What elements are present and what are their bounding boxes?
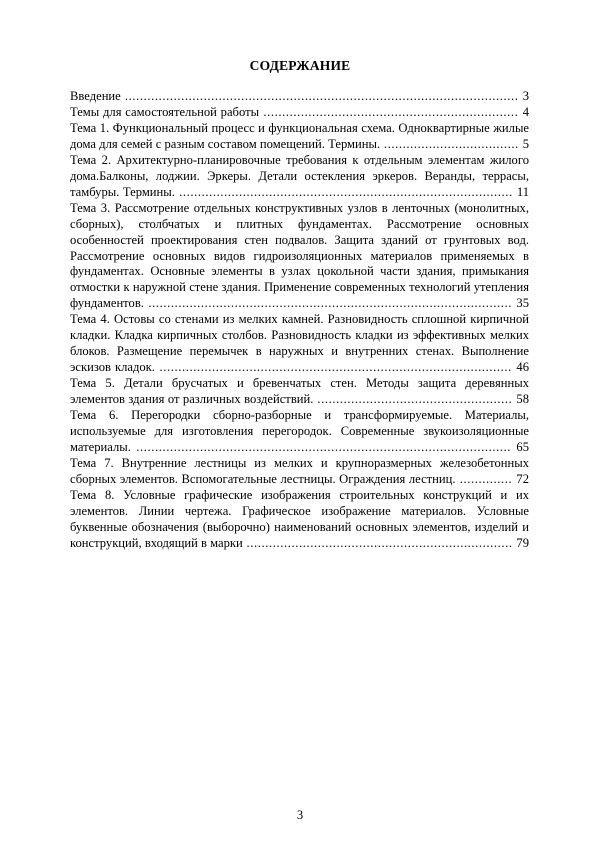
toc-entry-text: Темы для самостоятельной работы <box>70 104 260 119</box>
toc-entry-text: Тема 8. Условные графические изображения строительных конструкций и их элементов. Линии чертежа. Графическое изображение материалов. Условные буквенные обозначения (выборочно) наименований основных элементов, изделий и конструкций, входящий в марки <box>70 487 529 550</box>
toc-entry-page: 46 <box>516 360 529 375</box>
toc-entry-page: 4 <box>522 104 529 119</box>
table-of-contents <box>70 89 529 552</box>
toc-entry-topic-7[interactable] <box>70 456 529 488</box>
toc-leader: .................................................... <box>313 392 517 407</box>
page-title: СОДЕРЖАНИЕ <box>249 58 351 73</box>
toc-leader: ......................................................................................... <box>174 184 517 199</box>
toc-entry-page: 5 <box>522 136 529 151</box>
toc-entry-topic-2[interactable] <box>70 153 529 201</box>
toc-leader: .............................................................................................. <box>154 360 517 375</box>
toc-entry-text: Тема 2. Архитектурно-планировочные требования к отдельным элементам жилого дома.Балконы, лоджии. Эркеры. Детали остекления эркеров. Веранды, террасы, тамбуры. Термины. <box>70 152 529 199</box>
toc-entry-self-study-topics[interactable] <box>70 105 529 121</box>
toc-entry-text: Тема 7. Внутренние лестницы из мелких и крупноразмерных железобетонных сборных элементов. Вспомогательные лестницы. Ограждения лестниц. <box>70 455 529 486</box>
page-number: 3 <box>296 808 304 822</box>
toc-entry-text: Тема 3. Рассмотрение отдельных конструктивных узлов в ленточных (монолитных, сборных), столбчатых и плитных фундаментах. Рассмотрение основных особенностей проектирования стен подвалов. Защита зданий от грунтовых вод. Рассмотрение основных видов гидроизоляционных материалов применяемых в фундаментах. Основные элементы в узлах цокольной части здания, примыкания отмостки к наружной стене здания. Применение современных технологий утепления фундаментов. <box>70 200 529 311</box>
toc-entry-page: 35 <box>516 296 529 311</box>
toc-entry-text: Тема 6. Перегородки сборно-разборные и трансформируемые. Материалы, используемые для изготовления перегородок. Современные звукоизоляционные материалы. <box>70 408 529 454</box>
toc-leader: .................................... <box>380 136 523 151</box>
toc-entry-page: 11 <box>516 184 529 199</box>
toc-leader: ......................................................................................................... <box>120 89 523 103</box>
toc-entry-topic-4[interactable] <box>70 312 529 376</box>
toc-entry-page: 65 <box>516 439 529 454</box>
toc-entry-text: Тема 4. Остовы со стенами из мелких камней. Разновидность сплошной кирпичной кладки. Кладка кирпичных столбов. Разновидность кладки из эффективных мелких блоков. Размещение перемычек в наружных и внутренних стенах. Выполнение эскизов кладок. <box>70 312 529 375</box>
toc-entry-page: 72 <box>516 471 529 486</box>
toc-leader: ....................................................................... <box>242 535 517 550</box>
toc-leader: ................................................................................................. <box>143 296 517 311</box>
toc-entry-text: Введение <box>70 89 121 103</box>
toc-entry-introduction[interactable] <box>70 89 529 105</box>
toc-entry-topic-6[interactable] <box>70 408 529 456</box>
toc-entry-text: Тема 5. Детали брусчатых и бревенчатых стен. Методы защита деревянных элементов здания от различных воздействий. <box>70 376 529 407</box>
toc-leader: .................................................................... <box>259 104 523 119</box>
toc-entry-topic-5[interactable] <box>70 376 529 408</box>
toc-entry-page: 58 <box>516 392 529 407</box>
toc-entry-page: 3 <box>522 89 529 103</box>
toc-leader: .............. <box>455 471 517 486</box>
toc-entry-text: Тема 1. Функциональный процесс и функциональная схема. Одноквартирные жилые дома для семей с разным составом помещений. Термины. <box>70 120 529 151</box>
toc-entry-topic-3[interactable] <box>70 201 529 313</box>
toc-entry-topic-8[interactable] <box>70 488 529 552</box>
toc-leader: .................................................................................................... <box>130 439 517 454</box>
toc-entry-page: 79 <box>516 535 529 550</box>
toc-entry-topic-1[interactable] <box>70 121 529 153</box>
